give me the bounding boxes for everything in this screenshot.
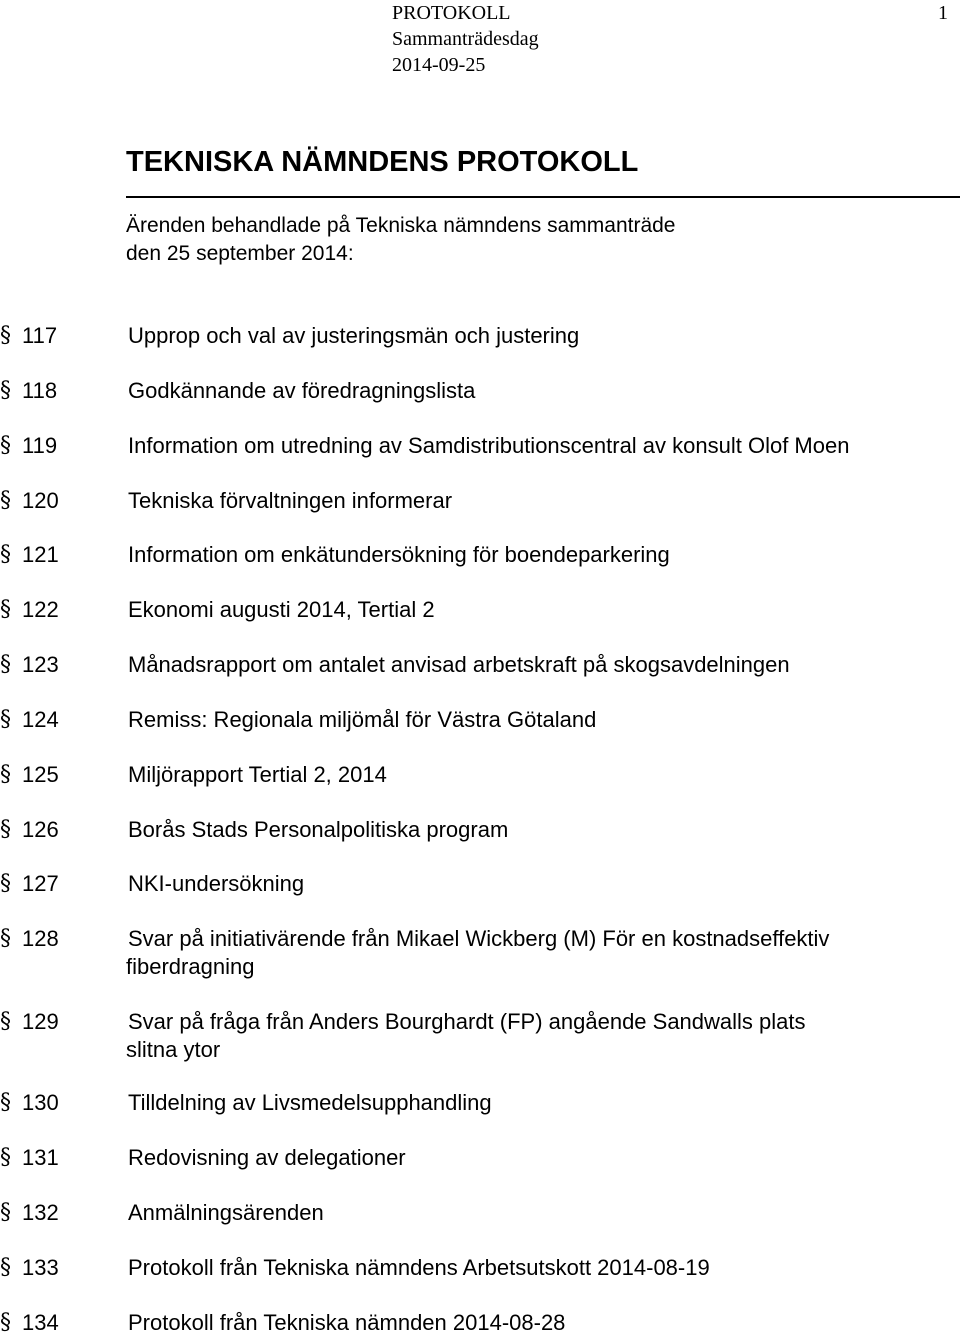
section-symbol: § [0, 926, 11, 951]
agenda-item-title: Svar på fråga från Anders Bourghardt (FP) angående Sandwalls plats [128, 1009, 806, 1034]
agenda-item-title: Svar på initiativärende från Mikael Wickberg (M) För en kostnadseffektiv [128, 926, 830, 951]
agenda-item-title: Information om enkätundersökning för boendeparkering [128, 542, 670, 567]
section-symbol: § [0, 1145, 11, 1170]
section-symbol: § [0, 323, 11, 348]
header-date: 2014-09-25 [392, 54, 486, 76]
section-symbol: § [0, 1200, 11, 1225]
agenda-item-title: Remiss: Regionala miljömål för Västra Götaland [128, 707, 597, 732]
agenda-item-title: Miljörapport Tertial 2, 2014 [128, 762, 387, 787]
section-symbol: § [0, 1090, 11, 1115]
page-number: 1 [938, 2, 948, 24]
section-symbol: § [0, 542, 11, 567]
agenda-item-title: Tekniska förvaltningen informerar [128, 488, 453, 513]
agenda-item-title: Redovisning av delegationer [128, 1145, 406, 1170]
agenda-item-number: 123 [22, 652, 59, 677]
agenda-item-number: 130 [22, 1090, 59, 1115]
agenda-item-number: 127 [22, 871, 59, 896]
agenda-item-title: Ekonomi augusti 2014, Tertial 2 [128, 597, 435, 622]
section-symbol: § [0, 433, 11, 458]
agenda-item-title: NKI-undersökning [128, 871, 305, 896]
agenda-item-title: Månadsrapport om antalet anvisad arbetskraft på skogsavdelningen [128, 652, 790, 677]
agenda-item-number: 131 [22, 1145, 59, 1170]
agenda-item-number: 125 [22, 762, 59, 787]
header-meeting-label: Sammanträdesdag [392, 28, 539, 50]
agenda-item-title-continued: fiberdragning [126, 954, 255, 979]
agenda-item-number: 124 [22, 707, 59, 732]
agenda-item-title: Borås Stads Personalpolitiska program [128, 817, 509, 842]
intro-line-2: den 25 september 2014: [126, 242, 354, 265]
agenda-item-number: 134 [22, 1310, 59, 1335]
agenda-item-title-continued: slitna ytor [126, 1037, 221, 1062]
section-symbol: § [0, 1009, 11, 1034]
section-symbol: § [0, 817, 11, 842]
section-symbol: § [0, 652, 11, 677]
section-symbol: § [0, 1255, 11, 1280]
page-title: TEKNISKA NÄMNDENS PROTOKOLL [126, 146, 639, 178]
agenda-item-number: 129 [22, 1009, 59, 1034]
agenda-item-number: 132 [22, 1200, 59, 1225]
section-symbol: § [0, 762, 11, 787]
agenda-item-number: 128 [22, 926, 59, 951]
intro-line-1: Ärenden behandlade på Tekniska nämndens sammanträde [126, 214, 676, 237]
section-symbol: § [0, 488, 11, 513]
section-symbol: § [0, 1310, 11, 1335]
agenda-item-number: 122 [22, 597, 59, 622]
agenda-item-number: 121 [22, 542, 59, 567]
section-symbol: § [0, 871, 11, 896]
agenda-item-number: 117 [22, 323, 58, 348]
section-symbol: § [0, 378, 11, 403]
agenda-item-title: Anmälningsärenden [128, 1200, 324, 1225]
agenda-item-title: Godkännande av föredragningslista [128, 378, 476, 403]
agenda-item-title: Protokoll från Tekniska nämnden 2014-08-28 [128, 1310, 566, 1335]
agenda-item-number: 126 [22, 817, 59, 842]
section-symbol: § [0, 597, 11, 622]
agenda-item-title: Upprop och val av justeringsmän och justering [128, 323, 580, 348]
agenda-item-title: Information om utredning av Samdistributionscentral av konsult Olof Moen [128, 433, 850, 458]
header-doc-type: PROTOKOLL [392, 2, 511, 24]
agenda-item-title: Tilldelning av Livsmedelsupphandling [128, 1090, 492, 1115]
agenda-item-title: Protokoll från Tekniska nämndens Arbetsutskott 2014-08-19 [128, 1255, 710, 1280]
agenda-item-number: 133 [22, 1255, 59, 1280]
section-symbol: § [0, 707, 11, 732]
agenda-item-number: 118 [22, 378, 58, 403]
agenda-item-number: 120 [22, 488, 59, 513]
agenda-item-number: 119 [22, 433, 58, 458]
